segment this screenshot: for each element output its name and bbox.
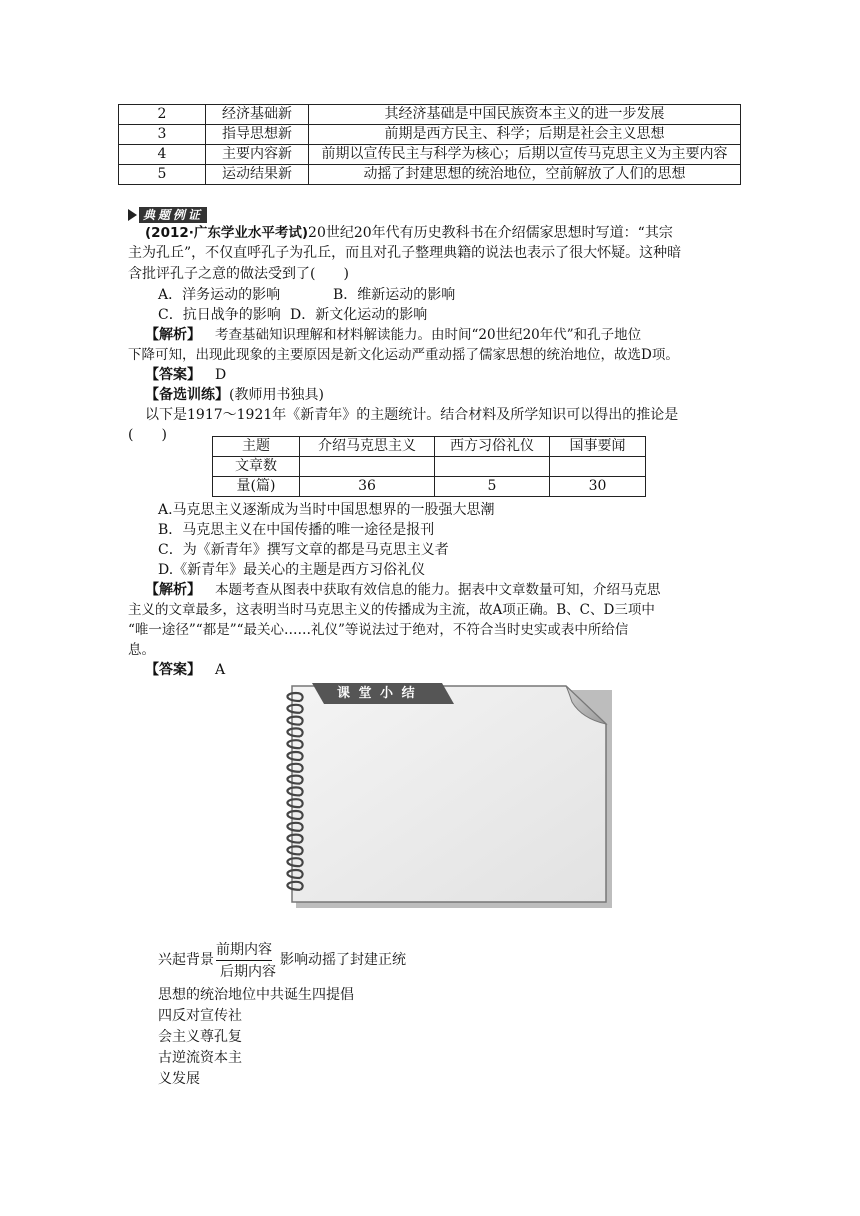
row-desc: 前期是西方民主、科学；后期是社会主义思想 bbox=[309, 125, 741, 145]
row-number: 5 bbox=[119, 165, 206, 185]
notebook-icon bbox=[282, 680, 612, 910]
answer-label: 【答案】 bbox=[145, 367, 201, 383]
q1-analysis-line2: 下降可知，出现此现象的主要原因是新文化运动严重动摇了儒家思想的统治地位，故选D项。 bbox=[128, 347, 679, 363]
row-desc: 动摇了封建思想的统治地位，空前解放了人们的思想 bbox=[309, 165, 741, 185]
value-cell: 5 bbox=[435, 477, 550, 497]
q1-option-a: A．洋务运动的影响 bbox=[158, 287, 281, 303]
q1-source: (2012·广东学业水平考试) bbox=[145, 225, 309, 241]
q2-option-b: B．马克思主义在中国传播的唯一途径是报刊 bbox=[158, 522, 435, 538]
q2-analysis-line1 bbox=[145, 580, 661, 600]
q1-option-b: B．维新运动的影响 bbox=[333, 287, 456, 303]
row-item: 指导思想新 bbox=[206, 125, 309, 145]
row-item: 经济基础新 bbox=[206, 105, 309, 125]
summary-prefix: 兴起背景 bbox=[158, 952, 214, 968]
header-cell: 国事要闻 bbox=[550, 437, 646, 457]
empty-cell bbox=[550, 457, 646, 477]
training-note: (教师用书独具) bbox=[229, 387, 324, 403]
section-title: 典题例证 bbox=[139, 207, 207, 223]
q1-option-d: D．新文化运动的影响 bbox=[290, 307, 428, 323]
analysis-label: 【解析】 bbox=[145, 582, 201, 598]
answer-value: D bbox=[215, 367, 227, 383]
notebook-tab-title: 课 堂 小 结 bbox=[337, 686, 417, 701]
row-desc: 其经济基础是中国民族资本主义的进一步发展 bbox=[309, 105, 741, 125]
analysis-text: 本题考查从图表中获取有效信息的能力。据表中文章数量可知，介绍马克思 bbox=[215, 582, 661, 598]
class-summary-notebook bbox=[282, 680, 612, 910]
table-row bbox=[119, 125, 741, 145]
summary-line: 义发展 bbox=[158, 1071, 200, 1087]
row-item: 主要内容新 bbox=[206, 145, 309, 165]
q2-analysis-line4: 息。 bbox=[128, 642, 155, 658]
q2-analysis-line2: 主义的文章最多，这表明当时马克思主义的传播成为主流，故A项正确。B、C、D三项中 bbox=[128, 602, 655, 618]
table-row bbox=[213, 477, 646, 497]
q2-label bbox=[145, 385, 324, 405]
table-row bbox=[213, 457, 646, 477]
section-header bbox=[128, 206, 207, 223]
row-number: 4 bbox=[119, 145, 206, 165]
triangle-icon bbox=[128, 209, 137, 221]
q2-stem-line2: ( ) bbox=[128, 427, 167, 443]
table-row bbox=[119, 105, 741, 125]
summary-suffix: 影响动摇了封建正统 bbox=[280, 952, 406, 968]
q1-stem-line3: 含批评孔子之意的做法受到了( ) bbox=[128, 266, 349, 282]
q2-analysis-line3: “唯一途径”“都是”“最关心……礼仪”等说法过于绝对，不符合当时史实或表中所给信 bbox=[128, 622, 629, 638]
row-number: 2 bbox=[119, 105, 206, 125]
row-desc: 前期以宣传民主与科学为核心；后期以宣传马克思主义为主要内容 bbox=[309, 145, 741, 165]
fraction-top: 前期内容 bbox=[216, 940, 272, 961]
q2-option-c: C．为《新青年》撰写文章的都是马克思主义者 bbox=[158, 542, 449, 558]
empty-cell bbox=[300, 457, 435, 477]
table-row bbox=[119, 165, 741, 185]
q1-option-c: C．抗日战争的影响 bbox=[158, 307, 281, 323]
value-cell: 36 bbox=[300, 477, 435, 497]
header-cell: 西方习俗礼仪 bbox=[435, 437, 550, 457]
empty-cell bbox=[435, 457, 550, 477]
summary-line: 古逆流资本主 bbox=[158, 1050, 242, 1066]
answer-value: A bbox=[215, 662, 226, 678]
q2-answer bbox=[145, 660, 225, 680]
header-cell: 主题 bbox=[213, 437, 300, 457]
q1-answer bbox=[145, 365, 226, 385]
feature-table bbox=[118, 104, 741, 185]
training-label: 【备选训练】 bbox=[145, 387, 229, 403]
row-number: 3 bbox=[119, 125, 206, 145]
q1-stem-text: 20世纪20年代有历史教科书在介绍儒家思想时写道：“其宗 bbox=[308, 225, 673, 241]
analysis-text: 考查基础知识理解和材料解读能力。由时间“20世纪20年代”和孔子地位 bbox=[215, 327, 642, 343]
summary-line: 四反对宣传社 bbox=[158, 1008, 242, 1024]
row-label: 文章数 bbox=[213, 457, 300, 477]
row-label: 量(篇) bbox=[213, 477, 300, 497]
q1-analysis-line1 bbox=[145, 325, 641, 345]
summary-line: 思想的统治地位中共诞生四提倡 bbox=[158, 987, 354, 1003]
statistics-table bbox=[212, 436, 646, 497]
table-row bbox=[119, 145, 741, 165]
q2-option-d: D.《新青年》最关心的主题是西方习俗礼仪 bbox=[158, 562, 426, 578]
summary-line: 会主义尊孔复 bbox=[158, 1029, 242, 1045]
answer-label: 【答案】 bbox=[145, 662, 201, 678]
header-cell: 介绍马克思主义 bbox=[300, 437, 435, 457]
value-cell: 30 bbox=[550, 477, 646, 497]
analysis-label: 【解析】 bbox=[145, 327, 201, 343]
row-item: 运动结果新 bbox=[206, 165, 309, 185]
fraction-bottom: 后期内容 bbox=[220, 964, 276, 980]
table-header-row bbox=[213, 437, 646, 457]
q1-stem-line2: 主为孔丘”，不仅直呼孔子为孔丘，而且对孔子整理典籍的说法也表示了很大怀疑。这种暗 bbox=[128, 245, 682, 261]
q2-stem-line1: 以下是1917～1921年《新青年》的主题统计。结合材料及所学知识可以得出的推论是 bbox=[145, 407, 679, 423]
q1-stem-line1 bbox=[145, 223, 673, 243]
q2-option-a: A.马克思主义逐渐成为当时中国思想界的一股强大思潮 bbox=[158, 502, 495, 518]
